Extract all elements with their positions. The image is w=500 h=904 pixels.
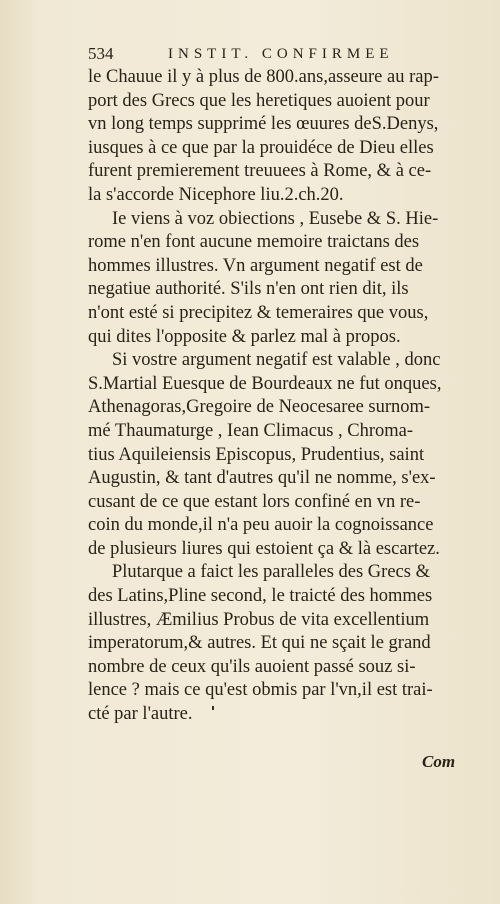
text-line: port des Grecs que les heretiques auoient pour — [88, 90, 430, 111]
text-line: cusant de ce que estant lors confiné en vn re- — [88, 491, 421, 512]
text-line: illustres, Æmilius Probus de vita excellentium — [88, 609, 430, 630]
text-line: negatiue authorité. S'ils n'en ont rien dit, ils — [88, 279, 409, 300]
text-line: furent premierement treuuees à Rome, & à ce- — [88, 161, 432, 182]
page-number: 534 — [88, 44, 114, 63]
text-line: de plusieurs liures qui estoient ça & là escartez. — [88, 538, 440, 559]
catchword: Com — [422, 752, 456, 771]
text-line: la s'accorde Nicephore liu.2.ch.20. — [88, 184, 344, 205]
text-line: le Chauue il y à plus de 800.ans,asseure au rap- — [88, 67, 439, 87]
text-line: des Latins,Pline second, le traicté des hommes — [88, 586, 433, 607]
text-line: S.Martial Euesque de Bourdeaux ne fut onques, — [88, 373, 442, 394]
text-line: vn long temps supprimé les œuures deS.Denys, — [88, 114, 439, 135]
text-line: rome n'en font aucune memoire traictans des — [88, 232, 420, 253]
text-line: imperatorum,& autres. Et qui ne sçait le grand — [88, 633, 431, 654]
text-line: iusques à ce que par la prouidéce de Dieu elles — [88, 137, 434, 158]
text-line: hommes illustres. Vn argument negatif est de — [88, 255, 423, 276]
text-line: n'ont esté si precipitez & temeraires que vous, — [88, 302, 429, 323]
text-line: mé Thaumaturge , Iean Climacus , Chroma- — [88, 420, 414, 441]
paragraph-start-line: Plutarque a faict les paralleles des Grecs & — [112, 562, 430, 583]
text-line: qui dites l'opposite & parlez mal à propos. — [88, 326, 401, 347]
text-line: nombre de ceux qu'ils auoient passé souz si- — [88, 656, 416, 677]
text-line: tius Aquileiensis Episcopus, Prudentius, saint — [88, 444, 425, 465]
text-line: Athenagoras,Gregoire de Neocesaree surnom- — [88, 397, 431, 418]
paragraph-start-line: Si vostre argument negatif est valable , donc — [112, 350, 441, 371]
ink-mark — [212, 706, 214, 710]
running-title: INSTIT. CONFIRMEE — [168, 46, 394, 62]
page-header — [88, 44, 480, 68]
text-line: Augustin, & tant d'autres qu'il ne nomme, s'ex- — [88, 468, 436, 489]
text-line: cté par l'autre. — [88, 704, 193, 725]
text-line: lence ? mais ce qu'est obmis par l'vn,il est trai- — [88, 680, 433, 701]
body-text — [88, 66, 488, 727]
text-line: coin du monde,il n'a peu auoir la cognoissance — [88, 515, 434, 536]
paragraph-start-line: Ie viens à voz obiections , Eusebe & S. Hie- — [112, 208, 439, 229]
